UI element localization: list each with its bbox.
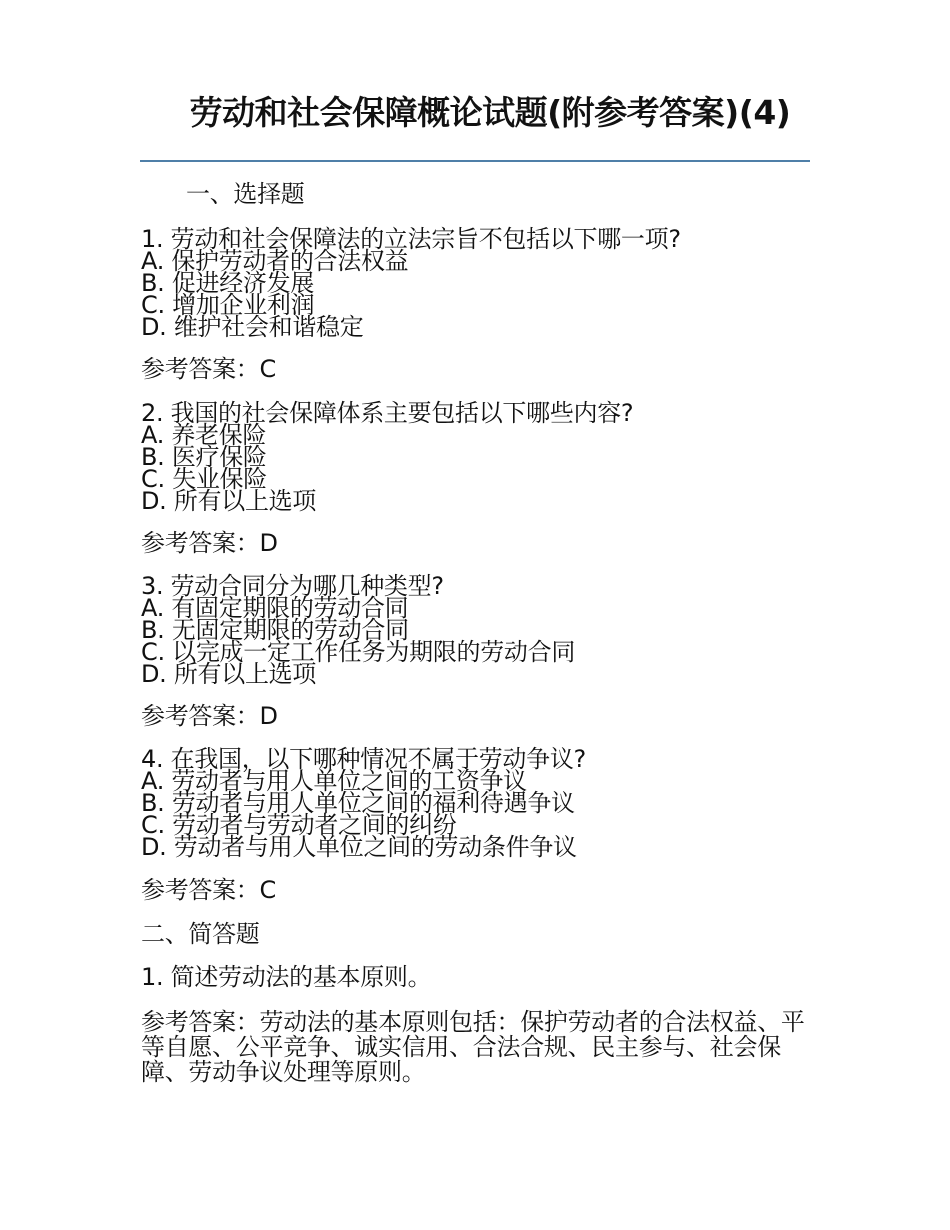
answer-3: 参考答案：D	[141, 702, 278, 730]
question-text: 4. 在我国，以下哪种情况不属于劳动争议?	[141, 745, 586, 773]
option-c: C. 失业保险	[141, 465, 267, 493]
option-b: B. 无固定期限的劳动合同	[141, 616, 409, 644]
answer-1: 参考答案：C	[141, 355, 276, 383]
document-title: 劳动和社会保障概论试题(附参考答案)(4)	[189, 93, 791, 132]
option-b: B. 促进经济发展	[141, 269, 315, 297]
question-2	[141, 399, 634, 515]
short-answer-text: 参考答案：劳动法的基本原则包括：保护劳动者的合法权益、平等自愿、公平竞争、诚实信用、合法合规、民主参与、社会保障、劳动争议处理等原则。	[141, 1008, 805, 1086]
option-a: A. 保护劳动者的合法权益	[141, 247, 409, 275]
question-text: 1. 劳动和社会保障法的立法宗旨不包括以下哪一项?	[141, 225, 681, 253]
question-text: 2. 我国的社会保障体系主要包括以下哪些内容?	[141, 399, 634, 427]
question-1	[141, 225, 681, 341]
answer-2: 参考答案：D	[141, 529, 278, 557]
option-a: A. 有固定期限的劳动合同	[141, 594, 409, 622]
option-a: A. 劳动者与用人单位之间的工资争议	[141, 767, 527, 795]
option-c: C. 以完成一定工作任务为期限的劳动合同	[141, 638, 576, 666]
question-4	[141, 745, 586, 861]
section-heading-choice: 一、选择题	[186, 180, 305, 208]
question-3	[141, 572, 576, 688]
option-d: D. 维护社会和谐稳定	[141, 313, 364, 341]
answer-4: 参考答案：C	[141, 876, 276, 904]
option-c: C. 增加企业利润	[141, 291, 315, 319]
option-b: B. 医疗保险	[141, 443, 267, 471]
question-text: 3. 劳动合同分为哪几种类型?	[141, 572, 444, 600]
option-c: C. 劳动者与劳动者之间的纠纷	[141, 811, 457, 839]
option-a: A. 养老保险	[141, 421, 267, 449]
option-d: D. 劳动者与用人单位之间的劳动条件争议	[141, 833, 577, 861]
title-divider	[140, 160, 810, 162]
option-d: D. 所有以上选项	[141, 487, 317, 515]
option-b: B. 劳动者与用人单位之间的福利待遇争议	[141, 789, 575, 817]
section-heading-short-answer: 二、简答题	[141, 920, 260, 948]
short-answer-question: 1. 简述劳动法的基本原则。	[141, 963, 432, 991]
option-d: D. 所有以上选项	[141, 660, 317, 688]
